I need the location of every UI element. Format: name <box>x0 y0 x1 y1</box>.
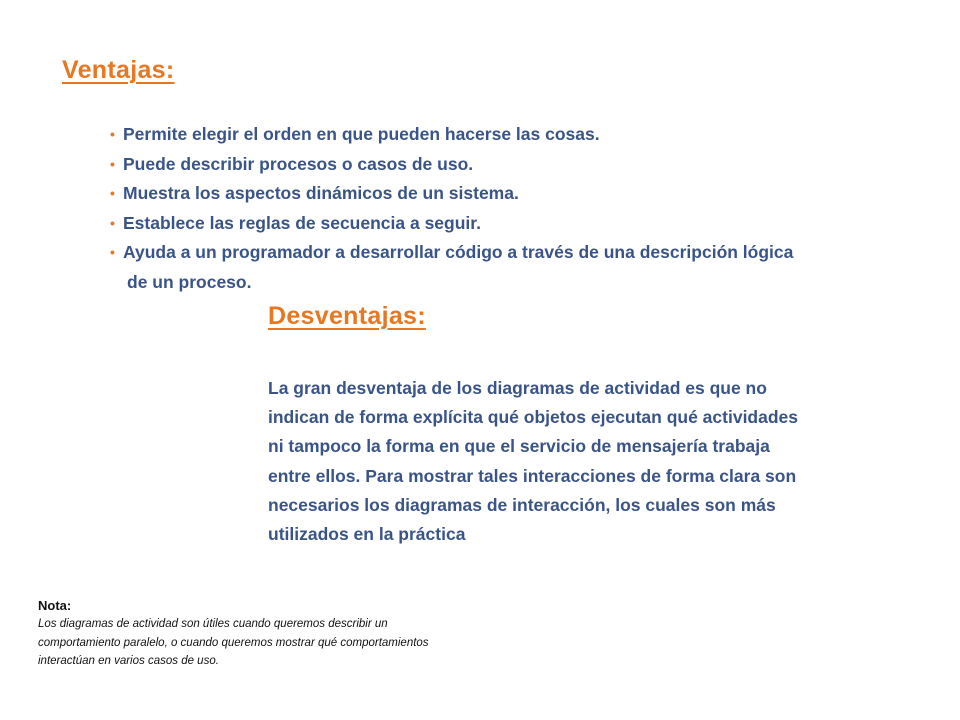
bullet-dot-icon: • <box>110 185 115 201</box>
desventajas-paragraph <box>268 374 928 549</box>
paragraph-line: necesarios los diagramas de interacción, los cuales son más <box>268 494 776 515</box>
list-item <box>110 120 940 150</box>
list-item-text: Puede describir procesos o casos de uso. <box>123 153 474 174</box>
list-item-text: Establece las reglas de secuencia a seguir. <box>123 212 481 233</box>
note-body <box>38 615 598 671</box>
desventajas-heading: Desventajas: <box>268 302 426 330</box>
list-item-text: Muestra los aspectos dinámicos de un sistema. <box>123 183 519 203</box>
paragraph-line: indican de forma explícita qué objetos ejecutan qué actividades <box>268 407 799 428</box>
ventajas-heading: Ventajas: <box>62 56 175 84</box>
paragraph-line: La gran desventaja de los diagramas de actividad es que no <box>268 378 767 398</box>
paragraph-line: ni tampoco la forma en que el servicio de mensajería trabaja <box>268 436 770 457</box>
bullet-dot-icon: • <box>110 126 115 142</box>
note-line: interactúan en varios casos de uso. <box>38 655 219 667</box>
list-item-continuation: de un proceso. <box>127 271 252 292</box>
paragraph-line: entre ellos. Para mostrar tales interacciones de forma clara son <box>268 465 797 486</box>
list-item <box>110 150 940 180</box>
list-item <box>110 238 940 297</box>
note-title: Nota: <box>38 598 72 613</box>
note-block <box>38 597 598 671</box>
list-item <box>110 209 940 239</box>
bullet-dot-icon: • <box>110 155 115 172</box>
list-item-text: Permite elegir el orden en que pueden hacerse las cosas. <box>123 124 600 144</box>
note-line: Los diagramas de actividad son útiles cuando queremos describir un <box>38 618 388 630</box>
list-item-text: Ayuda a un programador a desarrollar código a través de una descripción lógica <box>123 242 794 262</box>
ventajas-list <box>110 120 940 297</box>
bullet-dot-icon: • <box>110 244 115 260</box>
list-item <box>110 179 940 209</box>
bullet-dot-icon: • <box>110 214 115 231</box>
paragraph-line: utilizados en la práctica <box>268 524 466 545</box>
note-line: comportamiento paralelo, o cuando queremos mostrar qué comportamientos <box>38 636 429 649</box>
